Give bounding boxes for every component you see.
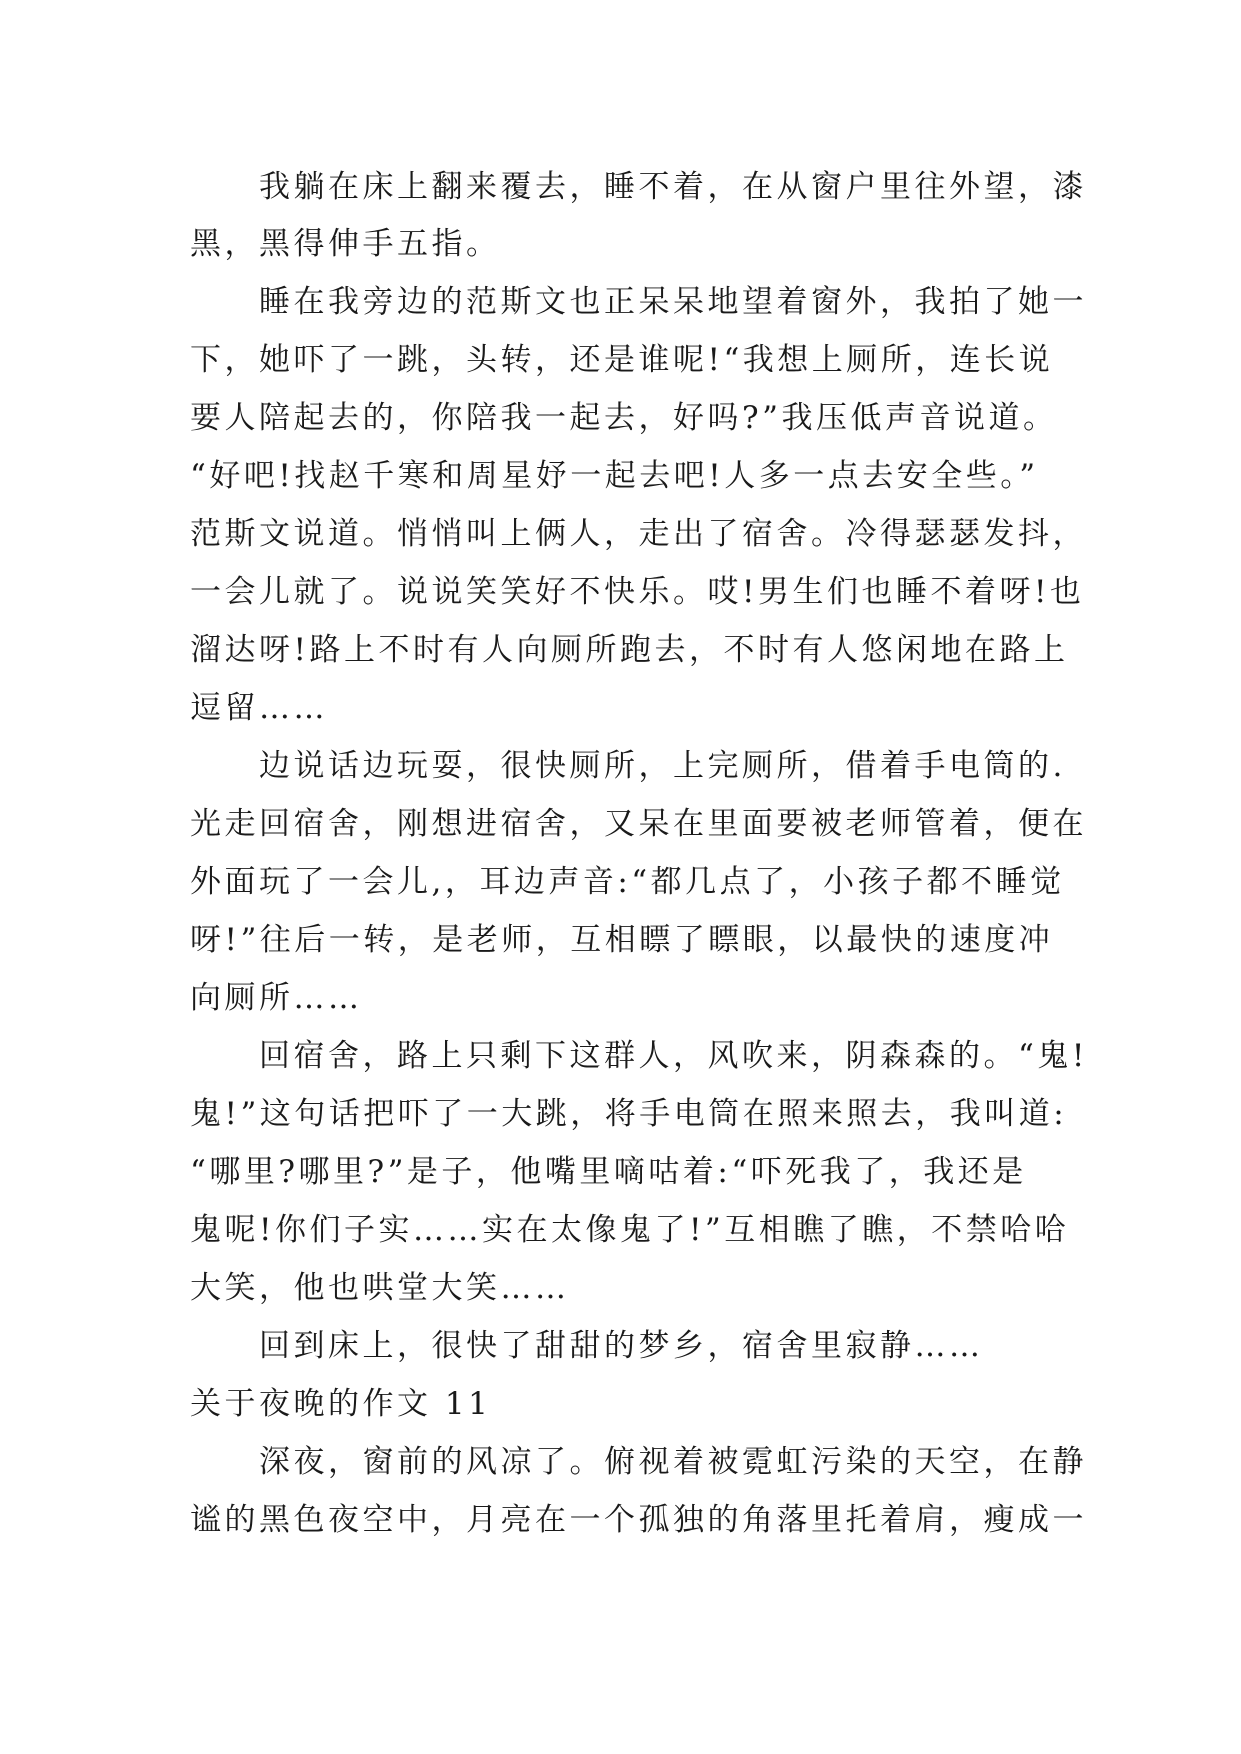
text-line: 谧的黑色夜空中，月亮在一个孤独的角落里托着肩，瘦成一 xyxy=(190,1502,1087,1538)
text-line: 回到床上，很快了甜甜的梦乡，宿舍里寂静…… xyxy=(259,1328,984,1364)
text-line: 黑，黑得伸手五指。 xyxy=(190,226,501,262)
text-line: 一会儿就了。说说笑笑好不快乐。哎!男生们也睡不着呀!也 xyxy=(190,574,1085,610)
text-line: 外面玩了一会儿,，耳边声音:“都几点了，小孩子都不睡觉 xyxy=(190,864,1065,900)
text-line: 范斯文说道。悄悄叫上俩人，走出了宿舍。冷得瑟瑟发抖， xyxy=(190,516,1087,552)
text-line: 睡在我旁边的范斯文也正呆呆地望着窗外，我拍了她一 xyxy=(259,284,1087,320)
text-line: 大笑，他也哄堂大笑…… xyxy=(190,1270,570,1306)
text-line: 呀!”往后一转，是老师，互相瞟了瞟眼，以最快的速度冲 xyxy=(190,922,1054,958)
text-line: 回宿舍，路上只剩下这群人，风吹来，阴森森的。“鬼! xyxy=(259,1038,1088,1074)
text-line: “好吧!找赵千寒和周星妤一起去吧!人多一点去安全些。” xyxy=(190,458,1039,494)
text-line: 下，她吓了一跳，头转，还是谁呢!“我想上厕所，连长说 xyxy=(190,342,1054,378)
text-line: 要人陪起去的，你陪我一起去，好吗?”我压低声音说道。 xyxy=(190,400,1058,436)
section-heading: 关于夜晚的作文 11 xyxy=(190,1386,492,1422)
text-line: 向厕所…… xyxy=(190,980,363,1016)
text-line: 溜达呀!路上不时有人向厕所跑去，不时有人悠闲地在路上 xyxy=(190,632,1069,668)
text-line: 光走回宿舍，刚想进宿舍，又呆在里面要被老师管着，便在 xyxy=(190,806,1087,842)
text-line: 我躺在床上翻来覆去，睡不着，在从窗户里往外望，漆 xyxy=(259,169,1087,205)
text-line: 逗留…… xyxy=(190,690,328,726)
text-line: 鬼呢!你们子实……实在太像鬼了!”互相瞧了瞧，不禁哈哈 xyxy=(190,1212,1070,1248)
text-line: “哪里?哪里?”是子，他嘴里嘀咕着:“吓死我了，我还是 xyxy=(190,1154,1027,1190)
text-line: 边说话边玩耍，很快厕所，上完厕所，借着手电筒的. xyxy=(259,748,1066,784)
text-line: 深夜，窗前的风凉了。俯视着被霓虹污染的天空，在静 xyxy=(259,1444,1087,1480)
text-line: 鬼!”这句话把吓了一大跳，将手电筒在照来照去，我叫道: xyxy=(190,1096,1068,1132)
